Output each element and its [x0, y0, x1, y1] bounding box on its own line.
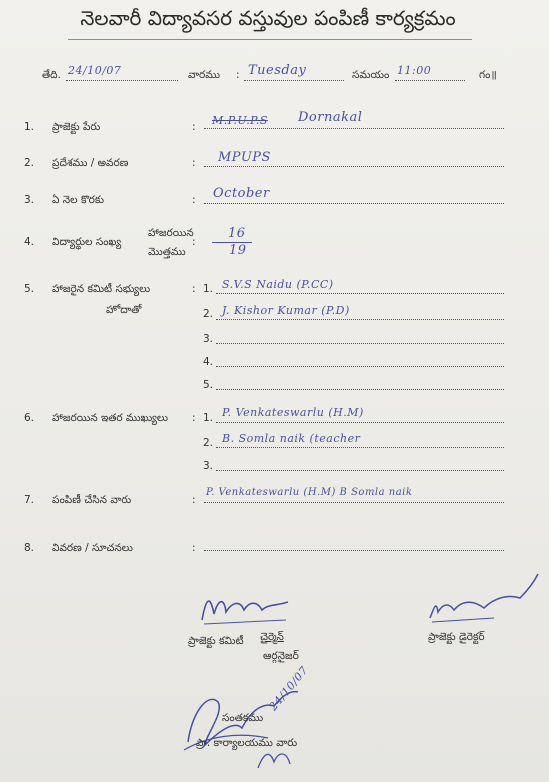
time-label: సమయం [352, 69, 390, 81]
title-underline [68, 39, 472, 40]
row-7-number: 7. [24, 494, 35, 506]
project-name-value: Dornakal [298, 110, 363, 125]
committee-label: హాజరైన కమిటీ సభ్యులు [52, 283, 151, 295]
project-name-line [204, 128, 504, 129]
committee-item-number: 1. [203, 283, 214, 295]
day-line [244, 80, 344, 81]
committee-line [216, 366, 504, 367]
signer-label: సంతకము [222, 712, 264, 724]
others-line [216, 422, 504, 423]
month-value: October [213, 186, 270, 201]
day-value: Tuesday [248, 63, 307, 78]
committee-line [216, 319, 504, 320]
remarks-label: వివరణ / సూచనలు [52, 542, 133, 554]
committee-member: S.V.S Naidu (P.CC) [222, 278, 334, 291]
others-label: హాజరయిన ఇతర ముఖ్యులు [52, 412, 169, 424]
chairman-signature [196, 590, 296, 630]
place-value: MPUPS [218, 150, 271, 165]
row-6-number: 6. [24, 412, 35, 424]
place-label: ప్రదేశము / అవరణ [52, 157, 129, 169]
office-label: ప్రా. కార్యాలయము వారు [196, 737, 298, 749]
remarks-line [204, 550, 504, 551]
committee-item-number: 2. [203, 308, 214, 320]
others-member: P. Venkateswarlu (H.M) [222, 406, 364, 419]
row-8-number: 8. [24, 542, 35, 554]
month-label: ఏ నెల కొరకు [52, 194, 104, 206]
project-name-label: ప్రాజెక్టు పేరు [52, 121, 101, 133]
committee-sub-label: హోదాతో [106, 304, 142, 316]
project-name-struck: M.P.U.P.S [212, 114, 268, 127]
committee-item-number: 4. [203, 356, 214, 368]
time-value: 11:00 [397, 64, 432, 77]
distributors-label: పంపిణీ చేసిన వారు [52, 494, 132, 506]
distributors-line [204, 502, 504, 503]
committee-line [216, 343, 504, 344]
date-line [66, 80, 178, 81]
others-item-number: 3. [203, 460, 214, 472]
committee-item-number: 5. [203, 379, 214, 391]
chairman-label: ప్రాజెక్టు కమిటీ [188, 635, 244, 647]
students-total-value: 19 [229, 243, 247, 258]
convener-label: ఆర్గనైజర్ [263, 650, 299, 662]
others-item-number: 2. [203, 437, 214, 449]
time-line [395, 80, 465, 81]
row-5-number: 5. [24, 283, 35, 295]
director-label: ప్రాజెక్టు డైరెక్టర్ [428, 631, 485, 643]
distributors-value: P. Venkateswarlu (H.M) B Somla naik [206, 487, 413, 498]
director-signature [424, 568, 542, 628]
form-title: నెలవారీ విద్యావసర వస్తువుల పంపిణీ కార్యక్రమం [80, 6, 456, 30]
others-item-number: 1. [203, 412, 214, 424]
students-total-label: మొత్తము [148, 246, 186, 258]
committee-line [216, 293, 504, 294]
students-present-value: 16 [228, 226, 246, 241]
others-line [216, 447, 504, 448]
others-line [216, 470, 504, 471]
day-label: వారము [188, 69, 220, 81]
students-label: విద్యార్థుల సంఖ్య [52, 236, 122, 248]
row-3-number: 3. [24, 194, 35, 206]
row-1-number: 1. [24, 121, 35, 133]
row-2-number: 2. [24, 157, 35, 169]
month-line [204, 203, 504, 204]
form-page: నెలవారీ విద్యావసర వస్తువుల పంపిణీ కార్యక్రమం తేది. 24/10/07 వారము : Tuesday సమయం 11:00 గం॥ 1. ప్రాజెక్టు పేరు : M.P.U.P.S Dornakal 2. ప్రదేశము / అవరణ : MPUPS 3. ఏ నెల కొరకు : October 4. విద్యార్థుల సంఖ్య హాజరయిన మొత్తము : 16 19 5. హాజరైన కమిటీ సభ్యులు : హోదాతో 1. S.V.S Naidu (P.CC) 2. J. Kishor Kumar (P.D) 3. 4. 5. 6. హాజరయిన ఇతర ముఖ్యులు : 1. P. Venkateswarlu (H.M) 2. B. Somla naik (teacher 3. 7. పంపిణీ చేసిన వారు : P. Venkateswarlu (H.M) B Somla naik 8. వివరణ / సూచనలు : ప్రాజెక్టు కమిటీ చైర్మెన్ ఆర్గనైజర్ ప్రాజెక్టు డైరెక్టర్ 24/10/07 సంతకము ప్రా. కార్యాలయము వారు [0, 0, 549, 782]
committee-item-number: 3. [203, 333, 214, 345]
row-4-number: 4. [24, 236, 35, 248]
chairman-title: చైర్మెన్ [260, 631, 284, 643]
others-member: B. Somla naik (teacher [222, 432, 361, 445]
signature-date: 24/10/07 [266, 663, 311, 714]
hours-label: గం॥ [479, 69, 497, 81]
committee-member: J. Kishor Kumar (P.D) [222, 304, 350, 317]
students-present-label: హాజరయిన [148, 227, 194, 239]
date-label: తేది. [42, 69, 61, 81]
date-value: 24/10/07 [68, 64, 122, 77]
place-line [204, 166, 504, 167]
committee-line [216, 389, 504, 390]
